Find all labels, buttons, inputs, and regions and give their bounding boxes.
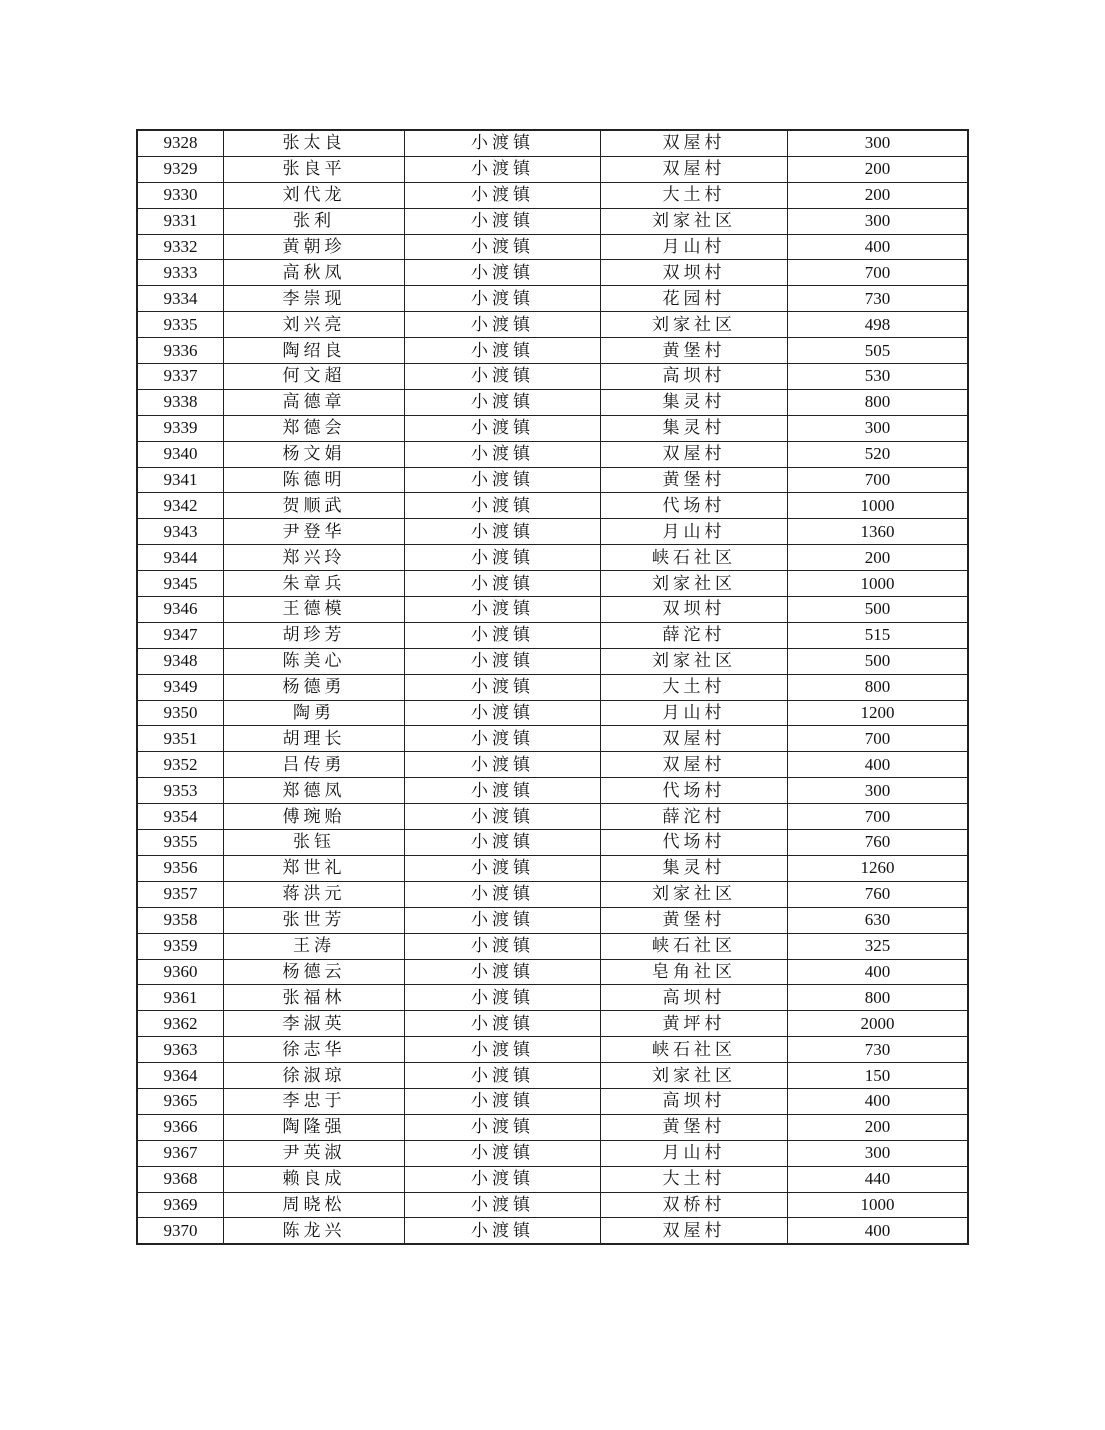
cell-amount: 2000 — [788, 1011, 969, 1037]
cell-amount: 300 — [788, 1140, 969, 1166]
cell-village: 集灵村 — [601, 855, 788, 881]
cell-number: 9364 — [137, 1063, 224, 1089]
cell-town: 小渡镇 — [405, 1140, 601, 1166]
cell-number: 9368 — [137, 1166, 224, 1192]
cell-village: 双屋村 — [601, 726, 788, 752]
cell-amount: 520 — [788, 441, 969, 467]
cell-village: 代场村 — [601, 493, 788, 519]
cell-village: 双坝村 — [601, 597, 788, 623]
cell-number: 9355 — [137, 830, 224, 856]
cell-name: 徐志华 — [224, 1037, 405, 1063]
cell-name: 陈龙兴 — [224, 1218, 405, 1244]
cell-town: 小渡镇 — [405, 364, 601, 390]
cell-town: 小渡镇 — [405, 415, 601, 441]
cell-amount: 700 — [788, 260, 969, 286]
cell-town: 小渡镇 — [405, 597, 601, 623]
cell-name: 高秋凤 — [224, 260, 405, 286]
table-row — [137, 1037, 968, 1063]
table-row — [137, 907, 968, 933]
cell-amount: 300 — [788, 208, 969, 234]
cell-number: 9350 — [137, 700, 224, 726]
cell-town: 小渡镇 — [405, 260, 601, 286]
cell-name: 胡珍芳 — [224, 622, 405, 648]
cell-number: 9367 — [137, 1140, 224, 1166]
cell-amount: 760 — [788, 830, 969, 856]
cell-amount: 760 — [788, 881, 969, 907]
cell-village: 峡石社区 — [601, 933, 788, 959]
table-row — [137, 389, 968, 415]
table-row — [137, 208, 968, 234]
cell-name: 郑兴玲 — [224, 545, 405, 571]
cell-town: 小渡镇 — [405, 338, 601, 364]
cell-village: 双桥村 — [601, 1192, 788, 1218]
table-row — [137, 700, 968, 726]
table-row — [137, 1088, 968, 1114]
cell-name: 尹登华 — [224, 519, 405, 545]
cell-name: 朱章兵 — [224, 571, 405, 597]
cell-village: 双屋村 — [601, 130, 788, 156]
cell-village: 集灵村 — [601, 415, 788, 441]
table-row — [137, 804, 968, 830]
table-row — [137, 571, 968, 597]
table-row — [137, 286, 968, 312]
cell-town: 小渡镇 — [405, 545, 601, 571]
cell-name: 高德章 — [224, 389, 405, 415]
cell-amount: 400 — [788, 234, 969, 260]
cell-town: 小渡镇 — [405, 778, 601, 804]
cell-amount: 500 — [788, 597, 969, 623]
cell-village: 大土村 — [601, 182, 788, 208]
cell-village: 大土村 — [601, 1166, 788, 1192]
cell-amount: 800 — [788, 985, 969, 1011]
cell-amount: 300 — [788, 778, 969, 804]
cell-town: 小渡镇 — [405, 1011, 601, 1037]
table-row — [137, 674, 968, 700]
cell-village: 刘家社区 — [601, 881, 788, 907]
cell-number: 9336 — [137, 338, 224, 364]
cell-amount: 1360 — [788, 519, 969, 545]
table-row — [137, 959, 968, 985]
cell-town: 小渡镇 — [405, 1037, 601, 1063]
cell-name: 黄朝珍 — [224, 234, 405, 260]
cell-town: 小渡镇 — [405, 312, 601, 338]
table-row — [137, 312, 968, 338]
cell-town: 小渡镇 — [405, 156, 601, 182]
cell-name: 李淑英 — [224, 1011, 405, 1037]
cell-amount: 800 — [788, 389, 969, 415]
table-row — [137, 234, 968, 260]
cell-amount: 1000 — [788, 1192, 969, 1218]
cell-town: 小渡镇 — [405, 1088, 601, 1114]
cell-number: 9328 — [137, 130, 224, 156]
table-row — [137, 1218, 968, 1244]
cell-name: 王德模 — [224, 597, 405, 623]
cell-village: 皂角社区 — [601, 959, 788, 985]
cell-town: 小渡镇 — [405, 519, 601, 545]
cell-village: 大土村 — [601, 674, 788, 700]
cell-village: 刘家社区 — [601, 312, 788, 338]
cell-name: 王涛 — [224, 933, 405, 959]
table-row — [137, 493, 968, 519]
cell-number: 9330 — [137, 182, 224, 208]
cell-amount: 440 — [788, 1166, 969, 1192]
cell-town: 小渡镇 — [405, 700, 601, 726]
cell-name: 周晓松 — [224, 1192, 405, 1218]
cell-name: 杨德云 — [224, 959, 405, 985]
cell-town: 小渡镇 — [405, 286, 601, 312]
cell-village: 刘家社区 — [601, 208, 788, 234]
cell-amount: 1000 — [788, 493, 969, 519]
cell-village: 双屋村 — [601, 441, 788, 467]
cell-number: 9345 — [137, 571, 224, 597]
cell-number: 9348 — [137, 648, 224, 674]
cell-number: 9331 — [137, 208, 224, 234]
cell-number: 9365 — [137, 1088, 224, 1114]
cell-village: 代场村 — [601, 778, 788, 804]
cell-town: 小渡镇 — [405, 467, 601, 493]
cell-amount: 400 — [788, 959, 969, 985]
cell-village: 高坝村 — [601, 364, 788, 390]
cell-amount: 700 — [788, 804, 969, 830]
cell-amount: 515 — [788, 622, 969, 648]
cell-town: 小渡镇 — [405, 752, 601, 778]
cell-town: 小渡镇 — [405, 648, 601, 674]
cell-village: 代场村 — [601, 830, 788, 856]
cell-number: 9357 — [137, 881, 224, 907]
cell-amount: 530 — [788, 364, 969, 390]
cell-name: 陶绍良 — [224, 338, 405, 364]
cell-amount: 200 — [788, 1114, 969, 1140]
table-row — [137, 985, 968, 1011]
cell-name: 刘兴亮 — [224, 312, 405, 338]
table-row — [137, 881, 968, 907]
cell-number: 9370 — [137, 1218, 224, 1244]
cell-village: 刘家社区 — [601, 571, 788, 597]
cell-amount: 505 — [788, 338, 969, 364]
table-row — [137, 545, 968, 571]
cell-name: 傅琬贻 — [224, 804, 405, 830]
table-row — [137, 1140, 968, 1166]
cell-village: 峡石社区 — [601, 1037, 788, 1063]
cell-town: 小渡镇 — [405, 208, 601, 234]
cell-amount: 400 — [788, 752, 969, 778]
cell-number: 9346 — [137, 597, 224, 623]
cell-village: 黄堡村 — [601, 338, 788, 364]
cell-amount: 400 — [788, 1218, 969, 1244]
cell-name: 杨文娟 — [224, 441, 405, 467]
cell-amount: 730 — [788, 286, 969, 312]
cell-village: 黄堡村 — [601, 467, 788, 493]
cell-number: 9369 — [137, 1192, 224, 1218]
cell-name: 郑德凤 — [224, 778, 405, 804]
cell-name: 贺顺武 — [224, 493, 405, 519]
table-row — [137, 182, 968, 208]
cell-village: 花园村 — [601, 286, 788, 312]
cell-number: 9356 — [137, 855, 224, 881]
cell-town: 小渡镇 — [405, 830, 601, 856]
cell-name: 张太良 — [224, 130, 405, 156]
cell-village: 集灵村 — [601, 389, 788, 415]
cell-name: 张钰 — [224, 830, 405, 856]
cell-village: 刘家社区 — [601, 1063, 788, 1089]
cell-amount: 700 — [788, 726, 969, 752]
table-row — [137, 597, 968, 623]
cell-amount: 800 — [788, 674, 969, 700]
table-row — [137, 1192, 968, 1218]
cell-amount: 325 — [788, 933, 969, 959]
cell-village: 高坝村 — [601, 985, 788, 1011]
cell-town: 小渡镇 — [405, 130, 601, 156]
cell-amount: 1000 — [788, 571, 969, 597]
cell-amount: 1200 — [788, 700, 969, 726]
cell-amount: 200 — [788, 545, 969, 571]
cell-number: 9354 — [137, 804, 224, 830]
cell-amount: 300 — [788, 415, 969, 441]
cell-amount: 630 — [788, 907, 969, 933]
table-row — [137, 338, 968, 364]
cell-town: 小渡镇 — [405, 441, 601, 467]
cell-village: 薛沱村 — [601, 622, 788, 648]
cell-number: 9329 — [137, 156, 224, 182]
cell-number: 9353 — [137, 778, 224, 804]
table-row — [137, 467, 968, 493]
table-row — [137, 441, 968, 467]
table-body — [137, 130, 968, 1244]
table-row — [137, 1011, 968, 1037]
cell-amount: 730 — [788, 1037, 969, 1063]
table-row — [137, 519, 968, 545]
cell-name: 赖良成 — [224, 1166, 405, 1192]
cell-village: 月山村 — [601, 519, 788, 545]
cell-village: 双坝村 — [601, 260, 788, 286]
cell-town: 小渡镇 — [405, 182, 601, 208]
cell-town: 小渡镇 — [405, 389, 601, 415]
cell-name: 张利 — [224, 208, 405, 234]
cell-town: 小渡镇 — [405, 726, 601, 752]
cell-number: 9339 — [137, 415, 224, 441]
cell-number: 9344 — [137, 545, 224, 571]
cell-name: 张良平 — [224, 156, 405, 182]
cell-town: 小渡镇 — [405, 855, 601, 881]
data-table — [136, 129, 969, 1245]
cell-town: 小渡镇 — [405, 1114, 601, 1140]
cell-town: 小渡镇 — [405, 234, 601, 260]
cell-amount: 300 — [788, 130, 969, 156]
table-row — [137, 778, 968, 804]
cell-number: 9349 — [137, 674, 224, 700]
cell-town: 小渡镇 — [405, 881, 601, 907]
cell-amount: 498 — [788, 312, 969, 338]
cell-number: 9338 — [137, 389, 224, 415]
cell-village: 双屋村 — [601, 752, 788, 778]
cell-village: 高坝村 — [601, 1088, 788, 1114]
cell-name: 郑世礼 — [224, 855, 405, 881]
table-row — [137, 855, 968, 881]
table-row — [137, 622, 968, 648]
table-row — [137, 830, 968, 856]
table-row — [137, 752, 968, 778]
table-row — [137, 1166, 968, 1192]
cell-village: 峡石社区 — [601, 545, 788, 571]
cell-name: 吕传勇 — [224, 752, 405, 778]
cell-village: 双屋村 — [601, 156, 788, 182]
cell-number: 9334 — [137, 286, 224, 312]
cell-name: 刘代龙 — [224, 182, 405, 208]
cell-village: 刘家社区 — [601, 648, 788, 674]
cell-number: 9363 — [137, 1037, 224, 1063]
cell-town: 小渡镇 — [405, 1166, 601, 1192]
cell-village: 双屋村 — [601, 1218, 788, 1244]
cell-village: 黄坪村 — [601, 1011, 788, 1037]
cell-name: 陶勇 — [224, 700, 405, 726]
table-row — [137, 364, 968, 390]
cell-name: 张世芳 — [224, 907, 405, 933]
cell-number: 9333 — [137, 260, 224, 286]
cell-amount: 150 — [788, 1063, 969, 1089]
cell-number: 9360 — [137, 959, 224, 985]
cell-number: 9337 — [137, 364, 224, 390]
cell-number: 9359 — [137, 933, 224, 959]
cell-name: 张福林 — [224, 985, 405, 1011]
table-row — [137, 648, 968, 674]
cell-name: 郑德会 — [224, 415, 405, 441]
cell-name: 何文超 — [224, 364, 405, 390]
cell-number: 9358 — [137, 907, 224, 933]
cell-village: 薛沱村 — [601, 804, 788, 830]
table-row — [137, 415, 968, 441]
cell-number: 9351 — [137, 726, 224, 752]
cell-amount: 1260 — [788, 855, 969, 881]
cell-town: 小渡镇 — [405, 493, 601, 519]
table-row — [137, 726, 968, 752]
cell-village: 黄堡村 — [601, 1114, 788, 1140]
cell-number: 9352 — [137, 752, 224, 778]
cell-name: 陈美心 — [224, 648, 405, 674]
table-row — [137, 1114, 968, 1140]
cell-town: 小渡镇 — [405, 1218, 601, 1244]
table-row — [137, 156, 968, 182]
table-row — [137, 933, 968, 959]
cell-name: 尹英淑 — [224, 1140, 405, 1166]
cell-name: 李崇现 — [224, 286, 405, 312]
cell-number: 9342 — [137, 493, 224, 519]
cell-town: 小渡镇 — [405, 933, 601, 959]
table-row — [137, 1063, 968, 1089]
cell-village: 月山村 — [601, 1140, 788, 1166]
cell-number: 9332 — [137, 234, 224, 260]
cell-village: 月山村 — [601, 700, 788, 726]
cell-village: 月山村 — [601, 234, 788, 260]
cell-name: 陈德明 — [224, 467, 405, 493]
cell-name: 杨德勇 — [224, 674, 405, 700]
cell-name: 李忠于 — [224, 1088, 405, 1114]
cell-name: 胡理长 — [224, 726, 405, 752]
cell-town: 小渡镇 — [405, 622, 601, 648]
cell-amount: 200 — [788, 156, 969, 182]
cell-number: 9362 — [137, 1011, 224, 1037]
cell-number: 9347 — [137, 622, 224, 648]
cell-town: 小渡镇 — [405, 1063, 601, 1089]
cell-town: 小渡镇 — [405, 571, 601, 597]
cell-number: 9366 — [137, 1114, 224, 1140]
cell-number: 9335 — [137, 312, 224, 338]
cell-town: 小渡镇 — [405, 1192, 601, 1218]
cell-number: 9341 — [137, 467, 224, 493]
cell-town: 小渡镇 — [405, 985, 601, 1011]
cell-name: 陶隆强 — [224, 1114, 405, 1140]
cell-town: 小渡镇 — [405, 959, 601, 985]
cell-number: 9361 — [137, 985, 224, 1011]
cell-town: 小渡镇 — [405, 804, 601, 830]
table-row — [137, 130, 968, 156]
cell-town: 小渡镇 — [405, 907, 601, 933]
cell-town: 小渡镇 — [405, 674, 601, 700]
cell-name: 蒋洪元 — [224, 881, 405, 907]
table-row — [137, 260, 968, 286]
cell-amount: 400 — [788, 1088, 969, 1114]
cell-amount: 200 — [788, 182, 969, 208]
cell-name: 徐淑琼 — [224, 1063, 405, 1089]
cell-number: 9340 — [137, 441, 224, 467]
cell-number: 9343 — [137, 519, 224, 545]
cell-village: 黄堡村 — [601, 907, 788, 933]
cell-amount: 700 — [788, 467, 969, 493]
cell-amount: 500 — [788, 648, 969, 674]
